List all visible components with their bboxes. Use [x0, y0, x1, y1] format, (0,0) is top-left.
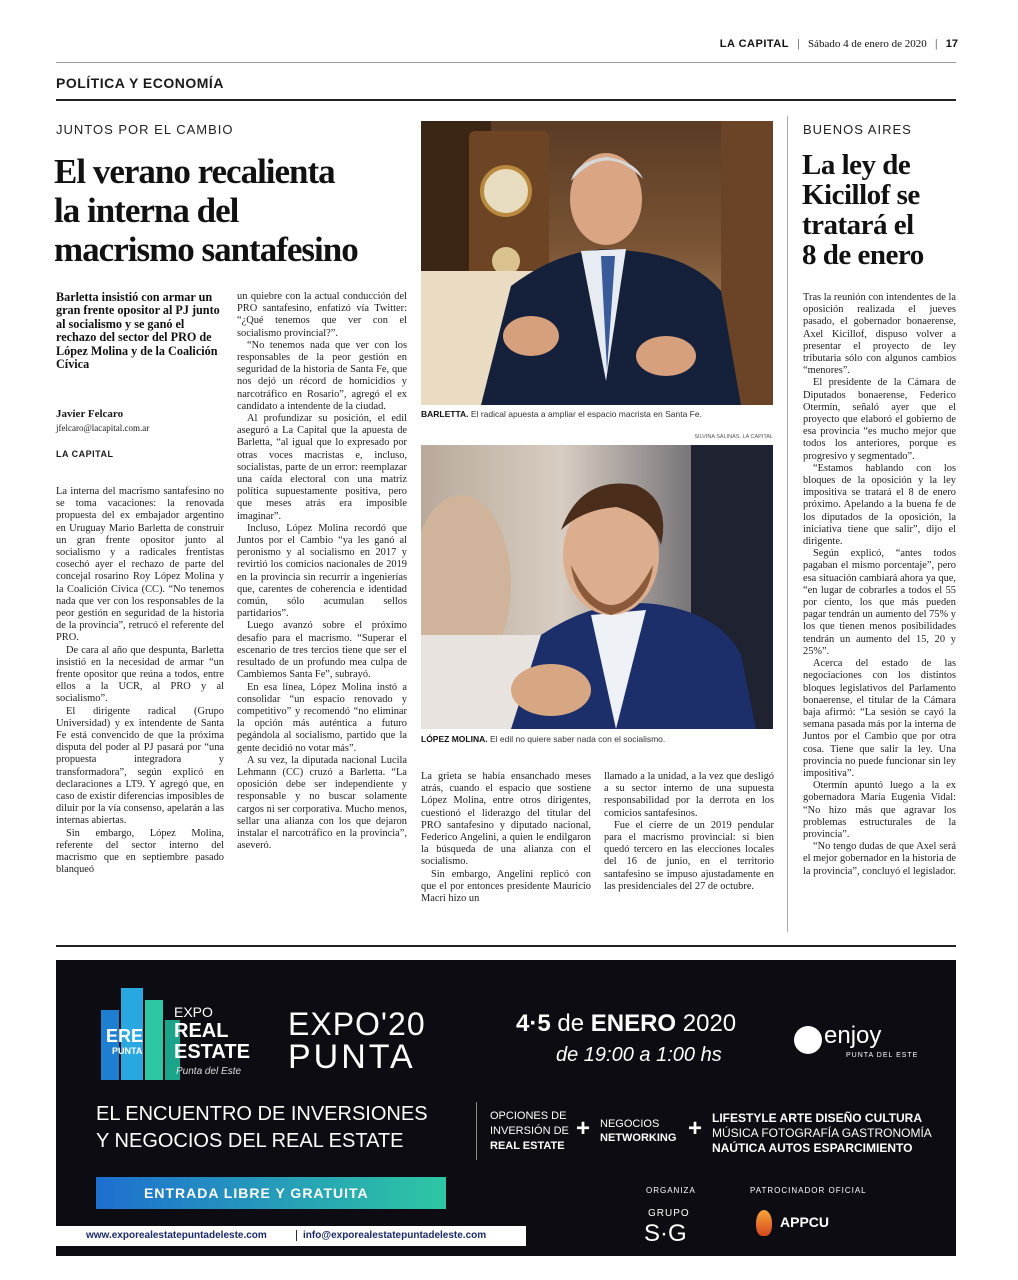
plus-2: + — [688, 1115, 703, 1142]
ere-punta-text: PUNTA — [112, 1046, 143, 1056]
email-link[interactable]: info@exporealestatepuntadeleste.com — [296, 1230, 486, 1241]
event-dates — [516, 1010, 736, 1038]
networking: NETWORKING — [600, 1132, 677, 1144]
col4-paragraph-1: llamado a la unidad, a la vez que desligó a su sector interno de una supuesta responsabilidad por la derrota en los comicios santafesinos. — [604, 771, 774, 819]
dates-month: ENERO — [590, 1010, 677, 1037]
top-rule — [56, 62, 956, 63]
section-title: POLÍTICA Y ECONOMÍA — [56, 75, 224, 91]
photo2-caption — [421, 734, 773, 744]
expo-advertisement — [56, 960, 956, 1256]
lifestyle-1: LIFESTYLE ARTE DISEÑO CULTURA — [712, 1111, 922, 1125]
col2-paragraph-3: Al profundizar su posición, el edil aseguró a La Capital que la apuesta de Barletta, “al igual que lo expresado por otras voces macristas e, incluso, socialistas, parte de un error: reemplazar una caída electoral con una matriz política supuestamente positiva, pero que meses atrás era imposible imaginar”. — [237, 413, 407, 522]
section-rule — [56, 99, 956, 101]
photo-lopez-molina — [421, 445, 773, 729]
col1-paragraph-3: El dirigente radical (Grupo Universidad) y ex intendente de Santa Fe está convencido de que la próxima disputa del poder al PJ pasará por “una propuesta integradora y transformadora”, según explicó en declaraciones a LT9. Y agregó que, en caso de existir diferencias imposibles de diluir por la vía consenso, apelarán a las internas abiertas. — [56, 705, 224, 827]
main-col-1 — [56, 486, 224, 930]
col1-paragraph-2: De cara al año que despunta, Barletta insistió en la necesidad de armar “un frente opositor que reúna a todos, entre ellos a la UCR, al PRO y al socialismo”. — [56, 644, 224, 705]
ad-top-rule — [56, 945, 956, 947]
side-kicker: BUENOS AIRES — [803, 122, 912, 137]
expo-small-text: EXPO — [174, 1004, 213, 1020]
barletta-illustration — [421, 121, 773, 405]
side-paragraph-7: “No tengo dudas de que Axel será el mejor gobernador en la historia de la provincia”, concluyó el legislador. — [803, 841, 956, 877]
col1-paragraph-4: Sin embargo, López Molina, referente del sector interno del macrismo que en septiembre pasado blanqueó — [56, 827, 224, 876]
side-headline-line-2: Kicillof se — [802, 179, 920, 211]
event-hours: de 19:00 a 1:00 hs — [556, 1044, 722, 1066]
col3-paragraph-2: Sin embargo, Angelini replicó con que el por entonces presidente Mauricio Macri hizo un — [421, 868, 591, 905]
lopez-molina-illustration — [421, 445, 773, 729]
enjoy-logo: enjoy — [824, 1022, 882, 1049]
enjoy-subtitle: PUNTA DEL ESTE — [846, 1052, 919, 1059]
col1-paragraph-1: La interna del macrismo santafesino no se toma vacaciones: la renovada propuesta del ex embajador argentino en Uruguay Mario Barletta de construir un gran frente opositor junto al socialismo y a radicales frentistas cosechó ayer el rechazo de parte del concejal rosarino Roy López Molina y la Coalición Cívica (CC). “No tenemos nada que ver con los responsables de la peor gestión en seguridad de la historia de la provincia”, retrucó el referente del PRO. — [56, 486, 224, 644]
dates-days: 4·5 — [516, 1010, 551, 1037]
organiza-label: ORGANIZA — [646, 1186, 696, 1195]
side-headline-line-1: La ley de — [802, 149, 911, 181]
paper-name: LA CAPITAL — [719, 38, 789, 50]
expo20-punta: PUNTA — [288, 1038, 416, 1076]
lifestyle-3: NAÚTICA AUTOS ESPARCIMIENTO — [712, 1141, 913, 1155]
side-headline-line-4: 8 de enero — [802, 239, 924, 271]
real-text: REAL — [174, 1020, 229, 1042]
main-headline — [54, 152, 414, 269]
patrocinador-label: PATROCINADOR OFICIAL — [750, 1186, 867, 1195]
estate-text: ESTATE — [174, 1041, 250, 1063]
opciones-3: REAL ESTATE — [490, 1140, 565, 1152]
appcu-flame-icon — [756, 1210, 772, 1236]
side-headline — [802, 150, 962, 270]
byline-author: Javier Felcaro — [56, 408, 124, 420]
photo1-credit: SILVINA SALINAS. LA CAPITAL — [694, 434, 773, 440]
expo20-title: EXPO'20 — [288, 1006, 426, 1042]
dates-de: de — [557, 1010, 585, 1037]
main-col-3 — [421, 771, 591, 931]
appcu-logo: APPCU — [780, 1214, 830, 1230]
main-kicker: JUNTOS POR EL CAMBIO — [56, 122, 234, 137]
side-headline-line-3: tratará el — [802, 209, 914, 241]
dates-year: 2020 — [682, 1010, 737, 1037]
negocios: NEGOCIOS — [600, 1118, 660, 1130]
headline-line-3: macrismo santafesino — [54, 230, 358, 269]
column-divider — [787, 116, 788, 932]
side-paragraph-3: “Estamos hablando con los bloques de la oposición y la ley impositiva se tratará el 8 de enero próximo. Apelando a la buena fe de los diputados de la oposición, la iniciativa tiene que salir”, dijo el dirigente. — [803, 462, 956, 548]
col2-paragraph-2: “No tenemos nada que ver con los responsables de la peor gestión en seguridad de la historia de Santa Fe, que nos dejó un récord de homicidios y narcotráfico en Rosario”, agregó el ex candidato a intendente de la ciudad. — [237, 339, 407, 412]
col2-paragraph-4: Incluso, López Molina recordó que Juntos por el Cambio “ya les ganó al peronismo y al socialismo en 2017 y revirtió los comicios nacionales de 2019 en la provincia sin recurrir a ingenierías que, carentes de coherencia e identidad común, sólo acumulan sellos partidarios”. — [237, 522, 407, 620]
plus-1: + — [576, 1115, 591, 1142]
entrada-text: ENTRADA LIBRE Y GRATUITA — [144, 1185, 369, 1201]
side-paragraph-1: Tras la reunión con intendentes de la oposición realizada el jueves pasado, el gobernador bonaerense, Axel Kicillof, dispuso volver a presentar el proyecto de ley tributaria sólo con algunos cambios “menores”. — [803, 292, 956, 377]
opciones-1: OPCIONES DE — [490, 1110, 567, 1122]
masthead: LA CAPITAL | Sábado 4 de enero de 2020 | 17 — [719, 38, 958, 50]
dateline: LA CAPITAL — [56, 449, 114, 459]
photo1-caption-name: BARLETTA. — [421, 409, 469, 419]
features-divider — [476, 1102, 477, 1160]
main-lead: Barletta insistió con armar un gran frente opositor al PJ junto al socialismo y se ganó el rechazo del sector del PRO de López Molina y de la Coalición Cívica — [56, 290, 220, 372]
main-col-4 — [604, 771, 774, 931]
byline-email: jfelcaro@lacapital.com.ar — [56, 423, 150, 433]
col4-paragraph-2: Fue el cierre de un 2019 pendular para el macrismo provincial: si bien quedó tercero en las elecciones locales del 16 de junio, en el territorio santafesino se impuso ajustadamente en las presidenciales del 27 de octubre. — [604, 819, 774, 892]
opciones-2: INVERSIÓN DE — [490, 1125, 569, 1137]
side-paragraph-5: Acerca del estado de las negociaciones con los distintos bloques legislativos del Parlamento bonaerense, el titular de la Cámara baja afirmó: “La sesión se cayó la semana pasada más por la interna de Juntos por el Cambio que por otra cosa. Tiene que salir la ley. Una provincia no puede funcionar sin ley impositiva”. — [803, 658, 956, 779]
col2-paragraph-5: Luego avanzó sobre el próximo desafío para el macrismo. “Superar el escenario de tres tercios tiene que ser el resultado de un profundo mea culpa de Cambiemos Santa Fe”, subrayó. — [237, 620, 407, 681]
tagline-1: EL ENCUENTRO DE INVERSIONES — [96, 1103, 428, 1125]
col2-paragraph-6: En esa línea, López Molina instó a consolidar “un espacio renovado y competitivo” y recomendó “no eliminar la opción más auténtica a futuro pegándola al socialismo, partido que la gente decidió no votar más”. — [237, 681, 407, 754]
headline-line-2: la interna del — [54, 191, 239, 230]
lifestyle-2: MÚSICA FOTOGRAFÍA GASTRONOMÍA — [712, 1126, 932, 1140]
side-body — [803, 292, 956, 932]
main-col-2 — [237, 291, 407, 931]
website-link[interactable]: www.exporealestatepuntadeleste.com — [86, 1230, 267, 1241]
headline-line-1: El verano recalienta — [54, 152, 335, 191]
photo2-caption-name: LÓPEZ MOLINA. — [421, 734, 488, 744]
ere-text: ERE — [106, 1026, 144, 1046]
sg-logo: S·G — [644, 1220, 687, 1247]
script-text: Punta del Este — [176, 1066, 242, 1077]
col2-paragraph-1: un quiebre con la actual conducción del PRO santafesino, enfatizó vía Twitter: “¿Qué tenemos que ver con el socialismo provincial?”. — [237, 291, 407, 339]
col3-paragraph-1: La grieta se había ensanchado meses atrás, cuando el espacio que sostiene López Molina, entre otros dirigentes, cuestionó el liderazgo del titular del PRO santafesino y diputado nacional, Federico Angelini, a quien le endilgaron la búsqueda de una alianza con el socialismo. — [421, 771, 591, 868]
issue-date: Sábado 4 de enero de 2020 — [807, 38, 927, 50]
tagline-2: Y NEGOCIOS DEL REAL ESTATE — [96, 1130, 404, 1152]
photo2-caption-text: El edil no quiere saber nada con el socialismo. — [489, 734, 666, 744]
side-paragraph-6: Otermín apuntó luego a la ex gobernadora María Eugenia Vidal: “No hizo más que agravar los problemas estructurales de la provincia”. — [803, 780, 956, 840]
side-paragraph-2: El presidente de la Cámara de Diputados bonaerense, Federico Otermín, señaló ayer que el proyecto que elaboró el gobierno de esa provincia “es mucho mejor que todos los anteriores, porque es progresivo y segmentado”. — [803, 377, 956, 462]
photo1-caption — [421, 409, 773, 419]
photo-barletta — [421, 121, 773, 405]
photo1-caption-text: El radical apuesta a ampliar el espacio macrista en Santa Fe. — [470, 409, 702, 419]
enjoy-logo-icon — [794, 1026, 822, 1054]
grupo-text: GRUPO — [648, 1208, 690, 1219]
side-paragraph-4: Según explicó, “antes todos pagaban el mismo porcentaje”, pero esa situación cambiará ahora ya que, “en lugar de cobrarles a todos el 55 por ciento, los que más pueden pagar tendrán un aumento del 75% y los que tienen menos posibilidades tendrán un aumento del 15, 20 y 25%”. — [803, 548, 956, 657]
col2-paragraph-7: A su vez, la diputada nacional Lucila Lehmann (CC) cruzó a Barletta. “La oposición debe ser independiente y responsable y no buscar solamente cargos ni ser corporativa. Mucho menos, sellar una alianza con los que dejaron instalar el narcotráfico en la provincia”, aseveró. — [237, 754, 407, 852]
page-number: 17 — [945, 38, 958, 50]
